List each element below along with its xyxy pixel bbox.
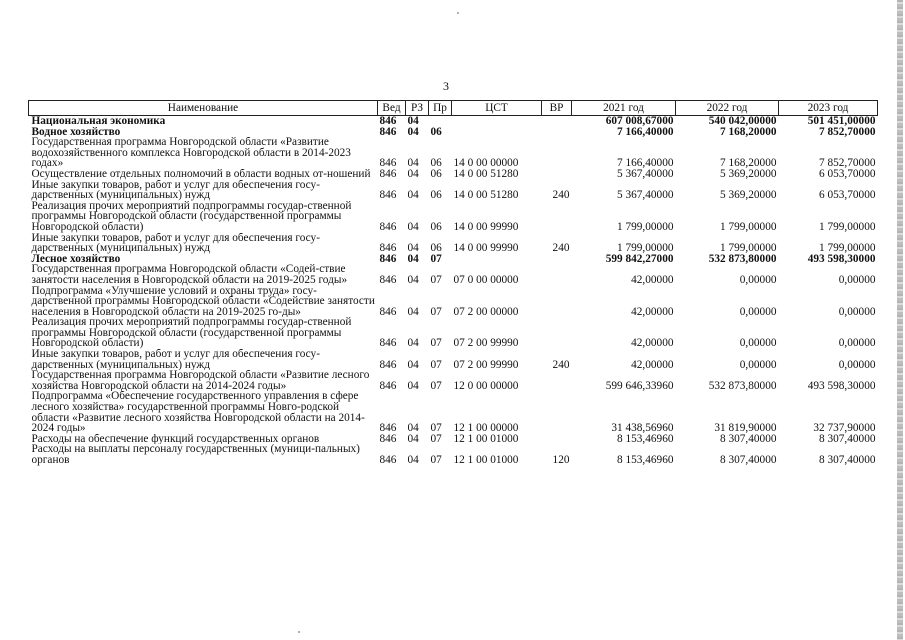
row-rz: 04 xyxy=(407,305,419,318)
row-cst: 07 0 00 00000 xyxy=(453,273,519,286)
row-2022: 0,00000 xyxy=(739,305,777,318)
row-2022: 1 799,00000 xyxy=(720,220,777,233)
row-cst: 14 0 00 00000 xyxy=(453,157,519,170)
row-2022: 31 819,90000 xyxy=(714,422,777,435)
row-2023: 0,00000 xyxy=(838,273,876,286)
row-cst: 14 0 00 99990 xyxy=(453,220,519,233)
row-pr: 07 xyxy=(430,358,442,371)
row-ved: 846 xyxy=(379,422,397,435)
row-2021: 7 166,40000 xyxy=(617,125,674,138)
row-2023: 501 451,00000 xyxy=(807,115,876,127)
row-2021: 599 842,27000 xyxy=(605,252,674,265)
row-vr xyxy=(542,391,572,433)
row-vr xyxy=(542,116,572,127)
row-2021: 1 799,00000 xyxy=(617,242,674,255)
row-2021: 42,00000 xyxy=(631,337,674,350)
table-row xyxy=(29,233,878,254)
row-rz: 04 xyxy=(407,358,419,371)
row-rz: 04 xyxy=(407,157,419,170)
header-ved: Вед xyxy=(378,101,406,116)
row-vr xyxy=(542,286,572,318)
row-ved: 846 xyxy=(379,454,397,466)
table-row xyxy=(29,137,878,169)
header-rz: РЗ xyxy=(406,101,429,116)
table-row xyxy=(29,317,878,349)
row-2023: 493 598,30000 xyxy=(807,379,876,392)
row-pr xyxy=(429,116,452,127)
row-name: Государственная программа Новгородской области «Развитие водохозяйственного комплекса Новгородской области в 2014-2023 годах» xyxy=(31,137,351,169)
row-2021: 5 367,40000 xyxy=(617,189,674,202)
row-2021: 42,00000 xyxy=(631,273,674,286)
row-2021: 1 799,00000 xyxy=(617,220,674,233)
row-name: Государственная программа Новгородской области «Содей-ствие занятости населения в Новгородской области на 2019-2025 годы» xyxy=(31,264,348,286)
row-vr xyxy=(542,127,572,138)
row-vr xyxy=(542,169,572,180)
row-ved: 846 xyxy=(379,189,397,202)
row-name: Государственная программа Новгородской области «Развитие лесного хозяйства Новгородской области на 2014-2024 годы» xyxy=(31,370,370,392)
header-name: Наименование xyxy=(29,101,378,116)
table-row xyxy=(29,180,878,201)
row-2021: 8 153,46960 xyxy=(617,454,674,466)
row-pr: 07 xyxy=(430,273,442,286)
row-2023: 0,00000 xyxy=(838,337,876,350)
header-2023: 2023 год xyxy=(779,101,878,116)
row-name: Подпрограмма «Улучшение условий и охраны труда» госу-дарственной программы Новгородской области «Содействие занятости населения в Новгородской области на 2019-2025 го-ды» xyxy=(31,285,375,318)
row-name: Лесное хозяйство xyxy=(31,253,121,265)
row-2022: 0,00000 xyxy=(739,337,777,350)
row-pr: 07 xyxy=(430,454,442,466)
row-pr: 07 xyxy=(430,379,442,392)
table-row xyxy=(29,349,878,370)
row-2022: 0,00000 xyxy=(739,358,777,371)
row-pr: 07 xyxy=(430,337,442,350)
row-name: Иные закупки товаров, работ и услуг для обеспечения госу-дарственных (муниципальных) нужд xyxy=(31,349,320,371)
table-row xyxy=(29,201,878,233)
table-row xyxy=(29,264,878,285)
row-2023: 8 307,40000 xyxy=(819,454,876,466)
row-ved: 846 xyxy=(379,115,397,127)
row-rz: 04 xyxy=(407,422,419,435)
row-2021: 42,00000 xyxy=(631,305,674,318)
row-rz: 04 xyxy=(407,432,419,445)
row-name: Национальная экономика xyxy=(31,115,166,127)
row-pr: 06 xyxy=(430,125,442,138)
table-row xyxy=(29,127,878,138)
row-cst: 12 0 00 00000 xyxy=(453,379,519,392)
row-2022: 8 307,40000 xyxy=(720,432,777,445)
row-2023: 0,00000 xyxy=(838,358,876,371)
row-2022: 540 042,00000 xyxy=(708,115,777,127)
row-name: Иные закупки товаров, работ и услуг для обеспечения госу-дарственных (муниципальных) нужд xyxy=(31,179,320,201)
table-row xyxy=(29,444,878,465)
row-ved: 846 xyxy=(379,125,397,138)
row-cst: 14 0 00 51280 xyxy=(453,189,519,202)
row-vr: 240 xyxy=(552,242,570,255)
row-cst: 07 2 00 00000 xyxy=(453,305,519,318)
row-rz: 04 xyxy=(407,220,419,233)
row-vr xyxy=(542,264,572,285)
table-body xyxy=(29,116,878,466)
row-pr: 07 xyxy=(430,252,442,265)
row-2022: 532 873,80000 xyxy=(708,252,777,265)
row-name: Реализация прочих мероприятий подпрограммы государ-ственной программы Новгородской области (государственной программы Новгородской области) xyxy=(31,317,352,350)
row-2023: 7 852,70000 xyxy=(819,157,876,170)
row-rz: 04 xyxy=(407,379,419,392)
table-header xyxy=(29,101,878,116)
row-2023: 32 737,90000 xyxy=(813,422,876,435)
header-2022: 2022 год xyxy=(676,101,779,116)
row-pr: 06 xyxy=(430,220,442,233)
row-cst: 14 0 00 99990 xyxy=(453,242,519,255)
scan-edge-shadow xyxy=(897,0,903,640)
row-rz: 04 xyxy=(407,252,419,265)
row-2022: 8 307,40000 xyxy=(720,454,777,466)
row-2022: 5 369,20000 xyxy=(720,167,777,180)
table-row xyxy=(29,286,878,318)
row-2023: 1 799,00000 xyxy=(819,242,876,255)
row-2021: 7 166,40000 xyxy=(617,157,674,170)
row-2021: 42,00000 xyxy=(631,358,674,371)
row-2023: 1 799,00000 xyxy=(819,220,876,233)
scan-speck xyxy=(457,12,459,14)
row-2023: 6 053,70000 xyxy=(819,167,876,180)
table-row xyxy=(29,116,878,127)
row-rz: 04 xyxy=(407,454,419,466)
row-name: Иные закупки товаров, работ и услуг для обеспечения госу-дарственных (муниципальных) нужд xyxy=(31,232,320,254)
row-cst xyxy=(452,116,542,127)
row-ved: 846 xyxy=(379,242,397,255)
row-vr xyxy=(542,317,572,349)
row-cst: 12 1 00 00000 xyxy=(453,422,519,435)
row-pr: 06 xyxy=(430,157,442,170)
header-pr: Пр xyxy=(429,101,452,116)
row-2021: 8 153,46960 xyxy=(617,432,674,445)
row-cst: 07 2 00 99990 xyxy=(453,358,519,371)
row-rz: 04 xyxy=(407,115,419,127)
row-rz: 04 xyxy=(407,125,419,138)
row-cst: 12 1 00 01000 xyxy=(453,432,519,445)
row-ved: 846 xyxy=(379,432,397,445)
row-2023: 6 053,70000 xyxy=(819,189,876,202)
page-number: 3 xyxy=(443,79,449,93)
scan-speck xyxy=(298,631,300,633)
row-cst xyxy=(452,127,542,138)
row-pr: 07 xyxy=(430,432,442,445)
row-2023: 0,00000 xyxy=(838,305,876,318)
row-rz: 04 xyxy=(407,337,419,350)
row-ved: 846 xyxy=(379,252,397,265)
table-row xyxy=(29,370,878,391)
row-name: Расходы на обеспечение функций государственных органов xyxy=(31,433,320,445)
row-name: Расходы на выплаты персоналу государственных (муници-пальных) органов xyxy=(31,444,360,466)
row-rz: 04 xyxy=(407,273,419,286)
row-vr xyxy=(542,254,572,265)
row-pr: 06 xyxy=(430,242,442,255)
row-pr: 06 xyxy=(430,167,442,180)
row-2021: 599 646,33960 xyxy=(605,379,674,392)
row-2022: 5 369,20000 xyxy=(720,189,777,202)
row-vr: 240 xyxy=(552,189,570,202)
row-name: Осуществление отдельных полномочий в области водных от-ношений xyxy=(31,168,371,180)
row-vr: 120 xyxy=(552,454,570,466)
row-2022: 1 799,00000 xyxy=(720,242,777,255)
row-name: Водное хозяйство xyxy=(31,126,121,138)
header-cst: ЦСТ xyxy=(452,101,542,116)
row-rz: 04 xyxy=(407,242,419,255)
row-vr xyxy=(542,370,572,391)
row-ved: 846 xyxy=(379,220,397,233)
row-ved: 846 xyxy=(379,167,397,180)
row-ved: 846 xyxy=(379,358,397,371)
row-2023: 8 307,40000 xyxy=(819,432,876,445)
row-2022: 7 168,20000 xyxy=(720,157,777,170)
row-name: Подпрограмма «Обеспечение государственного управления в сфере лесного хозяйства» государственной программы Новго-родской области «Развитие лесного хозяйства Новгородской области на 2014-2024 годы» xyxy=(31,391,365,434)
budget-table xyxy=(28,100,878,466)
row-2022: 7 168,20000 xyxy=(720,125,777,138)
row-2022: 0,00000 xyxy=(739,273,777,286)
row-ved: 846 xyxy=(379,379,397,392)
row-cst xyxy=(452,254,542,265)
row-2022: 532 873,80000 xyxy=(708,379,777,392)
row-2023: 493 598,30000 xyxy=(807,252,876,265)
table-row xyxy=(29,434,878,445)
row-2021: 5 367,40000 xyxy=(617,167,674,180)
header-vr: ВР xyxy=(542,101,572,116)
row-name: Реализация прочих мероприятий подпрограммы государ-ственной программы Новгородской области (государственной программы Новгородской области) xyxy=(31,200,352,233)
table-row xyxy=(29,169,878,180)
row-cst: 12 1 00 01000 xyxy=(453,454,519,466)
row-rz: 04 xyxy=(407,167,419,180)
row-ved: 846 xyxy=(379,273,397,286)
row-pr: 07 xyxy=(430,305,442,318)
row-ved: 846 xyxy=(379,157,397,170)
row-cst: 07 2 00 99990 xyxy=(453,337,519,350)
table-row xyxy=(29,391,878,433)
row-pr: 06 xyxy=(430,189,442,202)
row-pr: 07 xyxy=(430,422,442,435)
row-rz: 04 xyxy=(407,189,419,202)
table-row xyxy=(29,254,878,265)
row-vr xyxy=(542,137,572,169)
row-vr: 240 xyxy=(552,358,570,371)
row-cst: 14 0 00 51280 xyxy=(453,167,519,180)
row-ved: 846 xyxy=(379,305,397,318)
row-vr xyxy=(542,201,572,233)
row-ved: 846 xyxy=(379,337,397,350)
row-vr xyxy=(542,434,572,445)
row-2021: 607 008,67000 xyxy=(605,115,674,127)
row-2021: 31 438,56960 xyxy=(611,422,674,435)
header-2021: 2021 год xyxy=(572,101,676,116)
row-2023: 7 852,70000 xyxy=(819,125,876,138)
